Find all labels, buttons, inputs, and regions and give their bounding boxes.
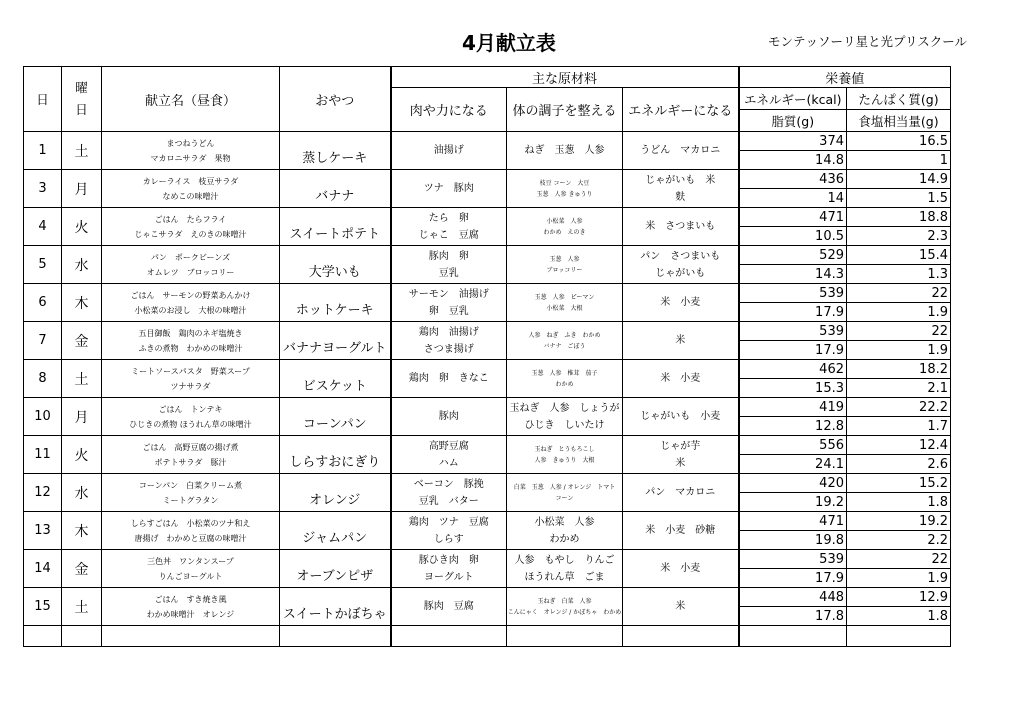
snack-cell: ビスケット	[280, 360, 391, 398]
salt-cell: 1	[847, 151, 951, 170]
fat-cell: 14.8	[739, 151, 847, 170]
kcal-cell: 448	[739, 588, 847, 607]
col-fat: 脂質(g)	[739, 110, 847, 132]
protein-cell: 16.5	[847, 132, 951, 151]
salt-cell: 1.9	[847, 341, 951, 360]
page-title: 4月献立表	[462, 31, 556, 55]
protein-ing-cell	[391, 474, 507, 512]
energy-ing-cell-line2: 米	[675, 601, 686, 612]
kcal-cell: 556	[739, 436, 847, 455]
lunch-cell	[102, 474, 280, 512]
energy-ing-cell-line1: じゃがいも 米	[645, 174, 716, 186]
table-row	[24, 588, 951, 607]
energy-ing-cell	[623, 284, 739, 322]
col-snack: おやつ	[280, 67, 391, 132]
salt-cell: 1.9	[847, 303, 951, 322]
salt-cell: 2.2	[847, 531, 951, 550]
lunch-cell	[102, 398, 280, 436]
dow-cell: 木	[62, 512, 102, 550]
col-protein: たんぱく質(g)	[847, 88, 951, 110]
dow-cell: 土	[62, 588, 102, 626]
lunch-cell-line2: ツナサラダ	[170, 381, 211, 391]
lunch-cell-line2: わかめ味噌汁 オレンジ	[146, 609, 235, 619]
protein-ing-cell	[391, 208, 507, 246]
table-row	[24, 132, 951, 151]
fat-cell: 17.9	[739, 303, 847, 322]
salt-cell: 2.3	[847, 227, 951, 246]
blank-cell	[847, 626, 951, 647]
energy-ing-cell-line1: じゃが芋	[660, 440, 701, 452]
energy-ing-cell-line2: 米 小麦 砂糖	[645, 525, 716, 536]
fat-cell: 12.8	[739, 417, 847, 436]
protein-cell: 12.9	[847, 588, 951, 607]
col-energy-group: エネルギーになる	[623, 88, 739, 132]
protein-ing-cell	[391, 360, 507, 398]
day-cell: 8	[24, 360, 62, 398]
salt-cell: 1.9	[847, 569, 951, 588]
regulate-ing-cell	[507, 170, 623, 208]
regulate-ing-cell	[507, 132, 623, 170]
energy-ing-cell	[623, 512, 739, 550]
salt-cell: 1.8	[847, 607, 951, 626]
dow-cell: 火	[62, 208, 102, 246]
col-dow-label: 曜日	[75, 80, 88, 117]
blank-cell	[102, 626, 280, 647]
regulate-ing-cell-line2: こんにゃく オレンジ / かぼちゃ わかめ	[507, 608, 622, 616]
snack-cell: ホットケーキ	[280, 284, 391, 322]
regulate-ing-cell-line1: 白菜 玉葱 人参 / オレンジ トマト	[513, 483, 616, 491]
protein-ing-cell-line1: 豚肉 卵	[428, 250, 469, 262]
lunch-cell-line1: しらすごはん 小松菜のツナ和え	[130, 518, 251, 528]
lunch-cell-line2: 小松菜のお浸し 大根の味噌汁	[134, 305, 247, 315]
protein-ing-cell	[391, 436, 507, 474]
protein-ing-cell-line2: ツナ 豚肉	[423, 183, 474, 194]
protein-ing-cell	[391, 322, 507, 360]
salt-cell: 1.8	[847, 493, 951, 512]
protein-ing-cell-line2: ハム	[438, 457, 459, 469]
protein-cell: 22	[847, 284, 951, 303]
energy-ing-cell	[623, 360, 739, 398]
protein-ing-cell-line1: ベーコン 豚挽	[413, 478, 484, 490]
protein-ing-cell	[391, 132, 507, 170]
lunch-cell-line1: ごはん 高野豆腐の揚げ煮	[142, 442, 239, 452]
day-cell: 4	[24, 208, 62, 246]
kcal-cell: 462	[739, 360, 847, 379]
regulate-ing-cell-line2: 玉葱 人参 きゅうり	[536, 190, 593, 198]
snack-cell: コーンパン	[280, 398, 391, 436]
protein-ing-cell-line2: 鶏肉 卵 きなこ	[408, 373, 489, 384]
protein-ing-cell-line1: 豚ひき肉 卵	[418, 554, 479, 566]
regulate-ing-cell-line2: わかめ	[549, 533, 580, 545]
table-row	[24, 284, 951, 303]
day-cell: 11	[24, 436, 62, 474]
energy-ing-cell	[623, 132, 739, 170]
blank-cell	[739, 626, 847, 647]
lunch-cell-line1: ごはん たらフライ	[154, 214, 227, 224]
fat-cell: 10.5	[739, 227, 847, 246]
snack-cell: 蒸しケーキ	[280, 132, 391, 170]
protein-cell: 18.2	[847, 360, 951, 379]
protein-ing-cell-line2: 油揚げ	[433, 145, 464, 156]
lunch-cell-line1: ごはん サーモンの野菜あんかけ	[130, 290, 251, 300]
dow-cell: 木	[62, 284, 102, 322]
lunch-cell	[102, 322, 280, 360]
protein-cell: 15.2	[847, 474, 951, 493]
protein-ing-cell-line2: 豆乳	[438, 267, 459, 279]
fat-cell: 15.3	[739, 379, 847, 398]
protein-ing-cell-line2: ヨーグルト	[423, 571, 474, 583]
regulate-ing-cell-line2: バナナ ごぼう	[543, 342, 586, 350]
lunch-cell-line2: ポテトサラダ 豚汁	[154, 457, 227, 467]
blank-cell	[280, 626, 391, 647]
protein-cell: 18.8	[847, 208, 951, 227]
table-row	[24, 322, 951, 341]
protein-ing-cell	[391, 550, 507, 588]
school-name: モンテッソーリ星と光プリスクール	[768, 34, 968, 49]
regulate-ing-cell-line2: ブロッコリー	[546, 266, 583, 274]
regulate-ing-cell-line2: 人参 きゅうり 大根	[534, 456, 595, 464]
fat-cell: 17.8	[739, 607, 847, 626]
blank-cell	[507, 626, 623, 647]
regulate-ing-cell-line2: わかめ	[555, 380, 574, 388]
lunch-cell-line2: りんごヨーグルト	[158, 571, 223, 581]
table-row	[24, 512, 951, 531]
protein-ing-cell-line2: しらす	[433, 533, 464, 545]
dow-cell: 月	[62, 170, 102, 208]
protein-ing-cell	[391, 588, 507, 626]
fat-cell: 17.9	[739, 569, 847, 588]
regulate-ing-cell-line1: 玉ねぎ とうもろこし	[534, 445, 595, 453]
regulate-ing-cell-line1: 小松菜 人参	[534, 516, 595, 528]
regulate-ing-cell-line1: 玉葱 人参 ピーマン	[534, 293, 595, 301]
lunch-cell-line2: ひじきの煮物 ほうれん草の味噌汁	[129, 419, 252, 429]
dow-cell: 金	[62, 550, 102, 588]
regulate-ing-cell	[507, 322, 623, 360]
col-dow	[62, 67, 102, 132]
col-nutrition: 栄養値	[739, 67, 951, 88]
kcal-cell: 374	[739, 132, 847, 151]
energy-ing-cell-line2: 米 小麦	[660, 373, 701, 384]
kcal-cell: 539	[739, 322, 847, 341]
dow-cell: 土	[62, 360, 102, 398]
table-row	[24, 246, 951, 265]
col-salt: 食塩相当量(g)	[847, 110, 951, 132]
salt-cell: 1.7	[847, 417, 951, 436]
snack-cell: バナナ	[280, 170, 391, 208]
kcal-cell: 539	[739, 550, 847, 569]
blank-cell	[391, 626, 507, 647]
protein-cell: 15.4	[847, 246, 951, 265]
salt-cell: 2.1	[847, 379, 951, 398]
regulate-ing-cell-line1: 枝豆 コーン 大豆	[539, 179, 590, 187]
energy-ing-cell-line2: パン マカロニ	[645, 487, 716, 498]
lunch-cell-line2: オムレツ ブロッコリー	[146, 267, 235, 277]
energy-ing-cell	[623, 474, 739, 512]
protein-ing-cell	[391, 246, 507, 284]
salt-cell: 1.3	[847, 265, 951, 284]
regulate-ing-cell	[507, 550, 623, 588]
regulate-ing-cell-line1: 玉ねぎ 人参 しょうが	[509, 402, 620, 414]
lunch-cell-line2: ふきの煮物 わかめの味噌汁	[138, 343, 243, 353]
protein-ing-cell-line2: さつま揚げ	[423, 343, 474, 355]
regulate-ing-cell-line1: 玉葱 人参	[549, 255, 580, 263]
fat-cell: 17.9	[739, 341, 847, 360]
lunch-cell-line1: ごはん トンテキ	[158, 404, 223, 414]
lunch-cell	[102, 360, 280, 398]
dow-cell: 土	[62, 132, 102, 170]
snack-cell: オーブンピザ	[280, 550, 391, 588]
protein-cell: 14.9	[847, 170, 951, 189]
lunch-cell	[102, 550, 280, 588]
lunch-cell-line1: 五目御飯 鶏肉のネギ塩焼き	[138, 328, 243, 338]
col-regulate-group: 体の調子を整える	[507, 88, 623, 132]
energy-ing-cell-line2: 米	[675, 457, 686, 469]
snack-cell: スイートかぼちゃ	[280, 588, 391, 626]
energy-ing-cell	[623, 436, 739, 474]
energy-ing-cell-line2: 米	[675, 335, 686, 346]
col-date: 日	[24, 67, 62, 132]
lunch-cell-line2: マカロニサラダ 果物	[150, 153, 231, 163]
regulate-ing-cell-line1: 小松菜 人参	[546, 217, 583, 225]
day-cell: 14	[24, 550, 62, 588]
table-row	[24, 474, 951, 493]
protein-ing-cell-line2: 豚肉 豆腐	[423, 601, 474, 612]
kcal-cell: 436	[739, 170, 847, 189]
snack-cell: 大学いも	[280, 246, 391, 284]
protein-ing-cell	[391, 170, 507, 208]
kcal-cell: 471	[739, 208, 847, 227]
lunch-cell-line2: じゃこサラダ えのきの味噌汁	[134, 229, 247, 239]
protein-ing-cell	[391, 512, 507, 550]
energy-ing-cell-line1: うどん マカロニ	[640, 145, 721, 156]
regulate-ing-cell-line2: 小松菜 大根	[546, 304, 583, 312]
protein-ing-cell-line1: 鶏肉 油揚げ	[418, 326, 479, 338]
col-lunch: 献立名（昼食）	[102, 67, 280, 132]
protein-cell: 12.4	[847, 436, 951, 455]
lunch-cell	[102, 436, 280, 474]
regulate-ing-cell	[507, 512, 623, 550]
col-protein-group: 肉や力になる	[391, 88, 507, 132]
day-cell: 13	[24, 512, 62, 550]
lunch-cell-line1: ミートソースパスタ 野菜スープ	[131, 366, 250, 376]
protein-cell: 22	[847, 322, 951, 341]
protein-ing-cell-line2: 豚肉	[438, 411, 459, 422]
protein-ing-cell-line2: 卵 豆乳	[428, 305, 469, 317]
lunch-cell-line1: カレーライス 枝豆サラダ	[142, 176, 239, 186]
regulate-ing-cell-line2: コーン	[555, 494, 574, 502]
lunch-cell-line2: なめこの味噌汁	[162, 191, 219, 201]
protein-ing-cell-line2: じゃこ 豆腐	[418, 229, 479, 241]
table-row	[24, 436, 951, 455]
salt-cell: 1.5	[847, 189, 951, 208]
regulate-ing-cell	[507, 588, 623, 626]
kcal-cell: 471	[739, 512, 847, 531]
table-row	[24, 208, 951, 227]
regulate-ing-cell	[507, 436, 623, 474]
lunch-cell	[102, 132, 280, 170]
protein-ing-cell-line1: たら 卵	[428, 212, 469, 224]
energy-ing-cell	[623, 322, 739, 360]
salt-cell: 2.6	[847, 455, 951, 474]
regulate-ing-cell	[507, 360, 623, 398]
snack-cell: スイートポテト	[280, 208, 391, 246]
energy-ing-cell-line2: 麩	[675, 191, 686, 203]
energy-ing-cell-line2: 米 小麦	[660, 563, 701, 574]
energy-ing-cell-line2: 米 小麦	[660, 297, 701, 308]
lunch-cell	[102, 284, 280, 322]
regulate-ing-cell	[507, 284, 623, 322]
regulate-ing-cell	[507, 474, 623, 512]
energy-ing-cell-line2: じゃがいも	[655, 267, 706, 279]
protein-ing-cell-line1: サーモン 油揚げ	[408, 288, 489, 300]
day-cell: 3	[24, 170, 62, 208]
lunch-cell-line2: 唐揚げ わかめと豆腐の味噌汁	[134, 533, 247, 543]
table-row	[24, 170, 951, 189]
snack-cell: バナナヨーグルト	[280, 322, 391, 360]
lunch-cell-line1: ごはん すき焼き風	[154, 594, 227, 604]
fat-cell: 14.3	[739, 265, 847, 284]
lunch-cell	[102, 512, 280, 550]
blank-cell	[623, 626, 739, 647]
protein-cell: 22	[847, 550, 951, 569]
kcal-cell: 419	[739, 398, 847, 417]
energy-ing-cell	[623, 170, 739, 208]
fat-cell: 24.1	[739, 455, 847, 474]
protein-ing-cell-line2: 豆乳 バター	[418, 495, 479, 507]
snack-cell: しらすおにぎり	[280, 436, 391, 474]
dow-cell: 火	[62, 436, 102, 474]
regulate-ing-cell-line1: 人参 ねぎ ふき わかめ	[528, 331, 601, 339]
lunch-cell-line1: 三色丼 ワンタンスープ	[147, 556, 234, 566]
col-ingredients: 主な原材料	[391, 67, 739, 88]
regulate-ing-cell-line2: ねぎ 玉葱 人参	[524, 145, 605, 156]
lunch-cell-line1: パン ポークビーンズ	[150, 252, 231, 262]
energy-ing-cell	[623, 208, 739, 246]
kcal-cell: 529	[739, 246, 847, 265]
regulate-ing-cell	[507, 246, 623, 284]
regulate-ing-cell-line1: 玉ねぎ 白菜 人参	[537, 597, 592, 605]
lunch-cell-line1: まつねうどん	[166, 138, 215, 148]
regulate-ing-cell	[507, 208, 623, 246]
energy-ing-cell-line1: パン さつまいも	[640, 250, 721, 262]
blank-cell	[24, 626, 62, 647]
menu-table	[23, 66, 951, 647]
day-cell: 5	[24, 246, 62, 284]
blank-cell	[62, 626, 102, 647]
protein-ing-cell-line1: 鶏肉 ツナ 豆腐	[408, 516, 489, 528]
kcal-cell: 420	[739, 474, 847, 493]
lunch-cell-line2: ミートグラタン	[162, 495, 219, 505]
protein-ing-cell-line1: 高野豆腐	[428, 440, 469, 452]
day-cell: 12	[24, 474, 62, 512]
lunch-cell-line1: コーンパン 白菜クリーム煮	[138, 480, 243, 490]
dow-cell: 水	[62, 246, 102, 284]
day-cell: 10	[24, 398, 62, 436]
col-energy: エネルギー(kcal)	[739, 88, 847, 110]
fat-cell: 14	[739, 189, 847, 208]
table-row	[24, 398, 951, 417]
fat-cell: 19.2	[739, 493, 847, 512]
dow-cell: 金	[62, 322, 102, 360]
regulate-ing-cell-line2: ほうれん草 ごま	[524, 571, 605, 583]
table-row	[24, 550, 951, 569]
day-cell: 6	[24, 284, 62, 322]
energy-ing-cell	[623, 588, 739, 626]
fat-cell: 19.8	[739, 531, 847, 550]
protein-ing-cell	[391, 398, 507, 436]
lunch-cell	[102, 246, 280, 284]
energy-ing-cell	[623, 550, 739, 588]
dow-cell: 月	[62, 398, 102, 436]
snack-cell: オレンジ	[280, 474, 391, 512]
regulate-ing-cell-line1: 玉葱 人参 椎茸 茄子	[531, 369, 598, 377]
regulate-ing-cell	[507, 398, 623, 436]
protein-ing-cell	[391, 284, 507, 322]
regulate-ing-cell-line2: わかめ えのき	[543, 228, 586, 236]
table-row	[24, 360, 951, 379]
regulate-ing-cell-line2: ひじき しいたけ	[524, 419, 605, 431]
energy-ing-cell-line1: 米 さつまいも	[645, 221, 716, 232]
lunch-cell	[102, 170, 280, 208]
energy-ing-cell-line2: じゃがいも 小麦	[640, 411, 721, 422]
lunch-cell	[102, 588, 280, 626]
regulate-ing-cell-line1: 人参 もやし りんご	[514, 554, 615, 566]
day-cell: 15	[24, 588, 62, 626]
day-cell: 1	[24, 132, 62, 170]
dow-cell: 水	[62, 474, 102, 512]
lunch-cell	[102, 208, 280, 246]
energy-ing-cell	[623, 398, 739, 436]
snack-cell: ジャムパン	[280, 512, 391, 550]
energy-ing-cell	[623, 246, 739, 284]
kcal-cell: 539	[739, 284, 847, 303]
blank-row	[24, 626, 951, 647]
protein-cell: 19.2	[847, 512, 951, 531]
protein-cell: 22.2	[847, 398, 951, 417]
day-cell: 7	[24, 322, 62, 360]
